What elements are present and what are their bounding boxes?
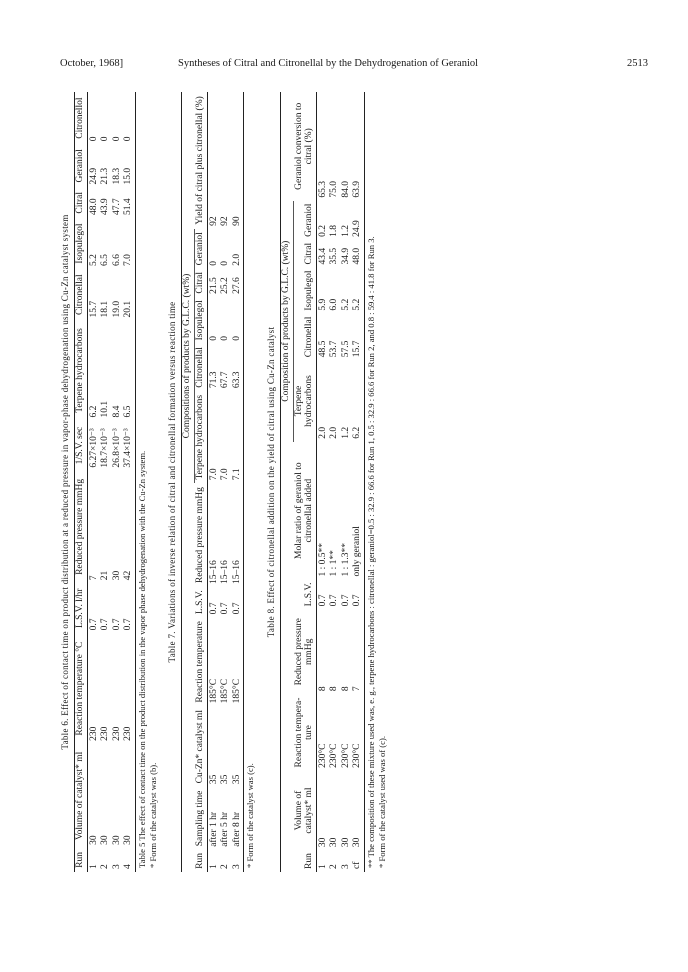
- t7-h8: Isopulegol: [195, 297, 208, 344]
- table-cell: 10.1: [100, 400, 111, 418]
- t7-h11: Yield of citral plus citronellal (%): [195, 96, 206, 225]
- t7-h10: Geraniol: [195, 229, 208, 269]
- table-cell: 35: [208, 774, 219, 785]
- table-cell: 4: [123, 864, 134, 869]
- table-cell: 230°C: [317, 743, 328, 768]
- table-cell: 6.2: [88, 405, 99, 418]
- table-row: [317, 92, 329, 872]
- table-cell: 30: [317, 837, 328, 848]
- table-cell: 0.7: [329, 594, 340, 607]
- t6-h1: Volume of catalyst* ml: [75, 751, 86, 840]
- t8-h5: Molar ratio of geraniol to citronellal added: [294, 462, 315, 559]
- table-cell: 3: [232, 864, 243, 869]
- table-cell: 18.1: [100, 300, 111, 318]
- table-cell: 6.6: [111, 254, 122, 266]
- table-cell: 1.2: [340, 426, 351, 439]
- table-cell: 0: [123, 136, 134, 142]
- table-row: [232, 92, 244, 872]
- t7-h0: Run: [195, 852, 206, 869]
- t7-h6: Terpene hydrocarbons: [195, 391, 208, 483]
- table-cell: 26.8×10⁻³: [111, 428, 122, 468]
- t8-h3: Reduced pressure mmHg: [294, 618, 315, 686]
- table-cell: 1 : 1.3**: [340, 543, 351, 577]
- t7-h2: Cu-Zn* catalyst ml: [195, 710, 206, 784]
- table-cell: 30: [88, 835, 99, 845]
- table-cell: 0: [111, 136, 122, 142]
- table-cell: 8: [317, 686, 328, 692]
- t6-h9: Citral: [75, 191, 86, 214]
- page-header: [60, 58, 648, 74]
- table-cell: 63.3: [232, 371, 243, 389]
- table-cell: after 1 hr: [208, 811, 219, 847]
- t7-group-header: Compositions of products by G.L.C. (wt%): [182, 273, 193, 439]
- table-cell: 27.6: [232, 277, 243, 294]
- table-row: [88, 92, 100, 872]
- table-cell: 53.7: [329, 340, 340, 358]
- table-cell: 8: [329, 686, 340, 692]
- table7-note: * Form of the catalyst was (c).: [245, 763, 256, 868]
- table-cell: 30: [111, 570, 122, 581]
- table-cell: 5.9: [317, 298, 328, 311]
- table-cell: 30: [123, 835, 134, 845]
- table-cell: 43.9: [100, 198, 111, 216]
- table-cell: 84.0: [340, 180, 351, 198]
- table-cell: 18.7×10⁻³: [100, 428, 111, 468]
- table-cell: after 5 hr: [220, 811, 231, 847]
- table-cell: 21.5: [208, 277, 219, 294]
- t6-h3: L.S.V. l/hr: [75, 588, 86, 629]
- t6-h11: Citronellol: [75, 97, 86, 139]
- table-cell: 1: [88, 864, 99, 869]
- table-cell: 1.8: [329, 224, 340, 237]
- table-cell: 21: [100, 570, 111, 581]
- table-cell: 5.2: [340, 298, 351, 311]
- t8-h8: Isopulegol: [294, 268, 317, 314]
- table-cell: 7.0: [123, 254, 134, 266]
- table-cell: 24.9: [352, 220, 363, 237]
- t8-h9: Citral: [294, 240, 317, 268]
- table-cell: 7: [88, 575, 99, 581]
- table-cell: 15.7: [352, 340, 363, 358]
- table6-body: [88, 92, 136, 872]
- table-cell: only geraniol: [352, 526, 363, 577]
- table-cell: 0: [220, 336, 231, 341]
- table-cell: 2.0: [232, 253, 243, 266]
- table-cell: 8: [340, 686, 351, 692]
- page-number: 2513: [627, 58, 648, 69]
- table-cell: 15–16: [208, 560, 219, 584]
- table-cell: 5.2: [352, 298, 363, 311]
- table-cell: 92: [208, 216, 219, 226]
- table6-note1: Table 5 The effect of contact time on the product distribution in the vapor phase dehydrogenation with the Cu-Zn system.: [136, 450, 147, 868]
- t8-h2: Reaction tempera-ture: [294, 697, 315, 768]
- table-cell: 15–16: [220, 560, 231, 584]
- t7-h4: L.S.V.: [195, 590, 206, 615]
- table-cell: 25.2: [220, 277, 231, 294]
- table-cell: 34.9: [340, 247, 351, 265]
- table-cell: 8.4: [111, 405, 122, 418]
- table-cell: 15.7: [88, 300, 99, 318]
- t8-group-header: Composition of products by G.L.C. (wt%): [281, 240, 292, 402]
- t7-h3: Reaction temperature: [195, 621, 206, 703]
- table-cell: after 8 hr: [232, 811, 243, 847]
- table-cell: 0.7: [220, 602, 231, 615]
- table-cell: 48.0: [88, 198, 99, 216]
- table-row: [100, 92, 112, 872]
- t7-h7: Citronellal: [195, 344, 208, 391]
- table-cell: 185°C: [232, 678, 243, 704]
- table-cell: 0.2: [317, 224, 328, 237]
- table-cell: 21.3: [100, 167, 111, 185]
- table6: [74, 92, 135, 872]
- table-cell: 42: [123, 570, 134, 581]
- table-cell: 35.5: [329, 247, 340, 265]
- table-cell: 230°C: [352, 743, 363, 768]
- table-cell: 7.0: [208, 468, 219, 481]
- header-date: October, 1968]: [60, 58, 124, 69]
- rotated-content: [60, 92, 620, 872]
- table-cell: 0: [232, 336, 243, 341]
- table7: [181, 92, 244, 872]
- table-cell: 48.0: [352, 247, 363, 265]
- table-cell: 3: [111, 864, 122, 869]
- table-cell: 92: [220, 216, 231, 226]
- table7-body: [208, 92, 244, 872]
- t6-h4: Reduced pressure mmHg: [75, 478, 86, 575]
- table-cell: 1.2: [340, 224, 351, 237]
- table8-caption: Table 8. Effect of citronellal addition on the yield of citral using Cu-Zn catalyst: [266, 326, 277, 638]
- table-row: [329, 92, 341, 872]
- table-cell: 0.7: [100, 618, 111, 631]
- table-cell: 30: [329, 837, 340, 848]
- table-cell: 7.0: [220, 468, 231, 481]
- table-cell: 230: [88, 726, 99, 741]
- table-row: [340, 92, 352, 872]
- table-cell: 7: [352, 686, 363, 692]
- table-cell: 67.7: [220, 371, 231, 389]
- table-cell: 6.5: [123, 405, 134, 418]
- table-cell: 43.4: [317, 247, 328, 265]
- table-cell: 35: [232, 774, 243, 785]
- table-cell: 15.0: [123, 167, 134, 185]
- header-title: Syntheses of Citral and Citronellal by the Dehydrogenation of Geraniol: [178, 58, 479, 69]
- t8-h1: Volume of catalyst* ml: [294, 787, 315, 834]
- table8-note2: * Form of the catalyst used was of (c).: [377, 736, 388, 868]
- table6-note2: * Form of the catalyst was (b).: [148, 762, 159, 868]
- table-cell: 6.2: [352, 426, 363, 439]
- table-cell: 230°C: [340, 743, 351, 768]
- table-cell: 185°C: [220, 678, 231, 704]
- table-cell: 0.7: [123, 618, 134, 631]
- table-cell: 2: [100, 864, 111, 869]
- table-cell: 0: [88, 136, 99, 142]
- table-cell: 18.3: [111, 167, 122, 185]
- table8-body: [317, 92, 365, 872]
- table-cell: 15–16: [232, 560, 243, 584]
- table-row: [352, 92, 364, 872]
- table-cell: 0.7: [208, 602, 219, 615]
- table-cell: 3: [340, 864, 351, 869]
- t6-h0: Run: [75, 852, 86, 868]
- table-row: [208, 92, 220, 872]
- table-cell: 1 : 0.5**: [317, 543, 328, 577]
- table-row: [123, 92, 135, 872]
- t6-h2: Reaction temperature °C: [75, 641, 86, 736]
- table-cell: 7.1: [232, 468, 243, 481]
- table-cell: 0.7: [317, 594, 328, 607]
- t8-h7: Citronellal: [294, 314, 317, 361]
- table-cell: 185°C: [208, 678, 219, 704]
- table-cell: 6.0: [329, 298, 340, 311]
- table-cell: 30: [111, 835, 122, 845]
- table-cell: 57.5: [340, 340, 351, 358]
- table-cell: 0.7: [340, 594, 351, 607]
- table-cell: 35: [220, 774, 231, 785]
- table-cell: 2: [329, 864, 340, 869]
- table-cell: 30: [100, 835, 111, 845]
- t6-h5: 1/S.V. sec: [75, 426, 86, 465]
- table-cell: 20.1: [123, 300, 134, 318]
- table-cell: 2.0: [317, 426, 328, 439]
- table-cell: 0.7: [88, 618, 99, 631]
- table-cell: 230°C: [329, 743, 340, 768]
- table-cell: 2: [220, 864, 231, 869]
- table-cell: 51.4: [123, 198, 134, 216]
- table-cell: 63.9: [352, 180, 363, 198]
- table-cell: 0: [208, 261, 219, 266]
- table-cell: 90: [232, 216, 243, 226]
- table-cell: 0: [220, 261, 231, 266]
- table-cell: 30: [352, 837, 363, 848]
- table-cell: 30: [340, 837, 351, 848]
- table-cell: 1: [208, 864, 219, 869]
- table-cell: 24.9: [88, 167, 99, 185]
- table7-caption: Table 7. Variations of inverse relation of citral and citronellal formation versus reaction time: [167, 301, 178, 663]
- table-row: [111, 92, 123, 872]
- table-cell: 230: [123, 726, 134, 741]
- table-cell: 6.27×10⁻³: [88, 428, 99, 468]
- t8-h10: Geraniol: [294, 201, 317, 240]
- t8-h11: Geraniol conversion to citral (%): [294, 102, 315, 190]
- table-cell: 75.0: [329, 180, 340, 198]
- table-cell: 0: [208, 336, 219, 341]
- t7-h5: Reduced pressure mmHg: [195, 487, 206, 584]
- table-cell: 2.0: [329, 426, 340, 439]
- t8-h6: Terpene hydrocarbons: [294, 360, 317, 442]
- t7-h1: Sampling time: [195, 790, 206, 847]
- table-cell: 0.7: [111, 618, 122, 631]
- table-row: [220, 92, 232, 872]
- table-cell: 19.0: [111, 300, 122, 318]
- table-cell: 0.7: [232, 602, 243, 615]
- table-cell: 37.4×10⁻³: [123, 428, 134, 468]
- t6-h10: Geraniol: [75, 149, 86, 183]
- table-cell: 1: [317, 864, 328, 869]
- table-cell: 48.5: [317, 340, 328, 358]
- t8-h0: Run: [304, 853, 315, 869]
- t8-h4: L.S.V.: [304, 582, 315, 607]
- table-cell: 65.3: [317, 180, 328, 198]
- table-cell: 5.2: [88, 254, 99, 266]
- table8: [280, 92, 364, 872]
- t6-h6: Terpene hydrocarbons: [75, 328, 86, 413]
- table8-note1: ** The composition of these mixture used was, e. g., terpene hydrocarbons : citronellal : geraniol=0.5 : 32.9 : 66.6 for Run 1, 0.5 : 32.9 : 66.6 for Run 2, and 0.8 : 59.4 : 41.8 for Run 3.: [365, 236, 376, 868]
- table6-caption: Table 6. Effect of contact time on product distribution at a reduced pressure in vapor-phase dehydrogenation using Cu-Zn catalyst system: [60, 214, 70, 750]
- table-cell: 230: [100, 726, 111, 741]
- table-cell: cf: [352, 861, 363, 869]
- t6-h8: Isopulegol: [75, 223, 86, 264]
- t7-h9: Citral: [195, 269, 208, 297]
- table-cell: 230: [111, 726, 122, 741]
- table-cell: 6.5: [100, 254, 111, 266]
- table-cell: 47.7: [111, 198, 122, 216]
- table-cell: 71.3: [208, 371, 219, 389]
- table-cell: 1 : 1**: [329, 550, 340, 577]
- t6-h7: Citronellal: [75, 274, 86, 316]
- table-cell: 0: [100, 136, 111, 142]
- table-cell: 0.7: [352, 594, 363, 607]
